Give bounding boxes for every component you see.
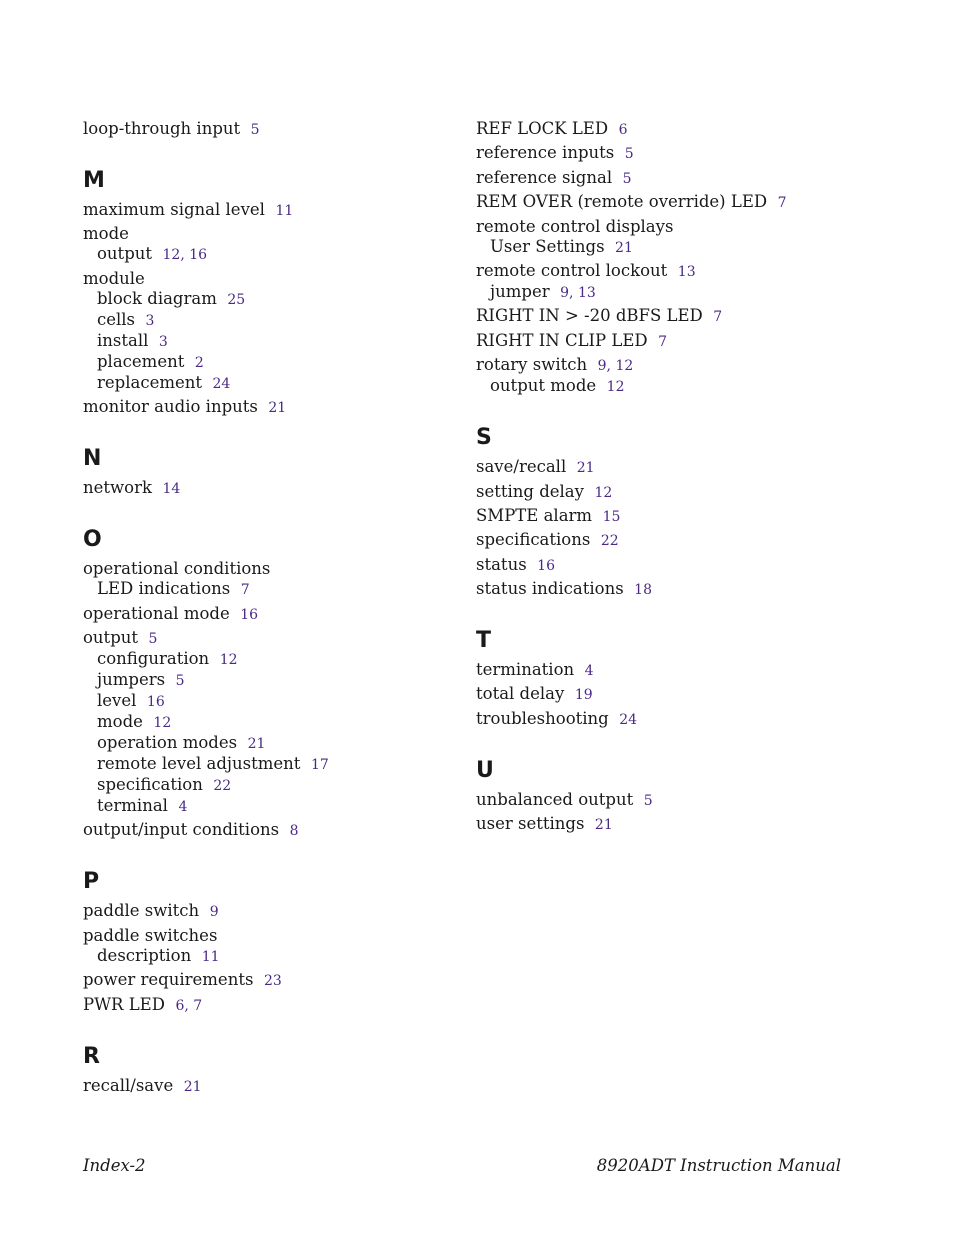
index-subentry [83,946,443,967]
page-link[interactable]: 14 [162,481,181,498]
index-entry-line [476,192,876,213]
page-link[interactable]: 5 [148,630,158,647]
index-entry-line [83,119,443,140]
index-subentry [83,733,443,754]
index-entry-line [83,559,443,579]
index-entry-user-settings [476,814,876,835]
index-term: network [83,478,152,498]
index-column-right [476,119,876,839]
index-entry-operational-conditions [83,559,443,600]
index-letter-heading: N [83,446,102,472]
page-link[interactable]: 7 [658,333,668,350]
index-letter-heading: T [476,628,492,654]
index-entry-rotary-switch [476,355,876,397]
index-subentry [83,310,443,331]
index-entry-line [83,604,443,625]
index-subentry [83,289,443,310]
index-subentry [476,282,876,303]
page-link[interactable]: 3 [158,333,168,350]
index-subentry [83,373,443,394]
index-entry-smpte-alarm [476,506,876,527]
index-entry-output-input-conditions [83,820,443,841]
index-term: user settings [476,814,585,834]
index-term: status indications [476,579,624,599]
index-subterm: level [97,690,137,710]
page-link[interactable]: 4 [178,798,188,815]
page-link[interactable]: 6 [175,997,185,1014]
page-link[interactable]: 21 [268,400,287,417]
index-entry-line [476,482,876,503]
index-entry-line [476,530,876,551]
index-entry-remote-control-displays [476,217,876,258]
page-link[interactable]: 18 [634,582,652,599]
index-subterm: mode [97,711,143,731]
index-entry-line [476,814,876,835]
index-subterm: jumper [490,281,550,301]
index-term: unbalanced output [476,789,634,809]
index-subentry [83,579,443,600]
page-link[interactable]: 17 [310,756,329,773]
index-entry-line [83,995,443,1016]
page-link[interactable]: 7 [777,195,787,212]
page-link[interactable]: 16 [537,557,555,574]
page-link[interactable]: 3 [145,312,155,329]
index-term: RIGHT IN CLIP LED [476,330,648,350]
page-link[interactable]: 12 [219,651,238,668]
page-link[interactable]: 5 [250,122,260,138]
index-entry-line [476,684,876,705]
index-entry-line [476,579,876,600]
page-link[interactable]: 9 [560,284,570,301]
index-subterm: output [97,244,153,264]
index-entry-termination [476,660,876,681]
index-entry-total-delay [476,684,876,705]
index-entry-loop-through-input [83,119,443,140]
index-entry-line [83,901,443,922]
page-link[interactable]: 7 [713,309,723,326]
index-entry-line [476,660,876,681]
index-subterm: User Settings [490,236,605,256]
index-term: power requirements [83,970,254,990]
index-entry-setting-delay [476,482,876,503]
index-entry-status-indications [476,579,876,600]
page-link[interactable]: 12 [606,379,625,396]
page-link[interactable]: 12 [594,484,613,501]
index-subterm: jumpers [97,669,166,689]
page-link[interactable]: 23 [263,973,282,990]
index-subterm: terminal [97,795,168,815]
page-link[interactable]: 21 [594,817,613,834]
index-term: output [83,627,139,647]
index-entry-line [83,200,443,221]
index-entry-monitor-audio-inputs [83,397,443,418]
index-subentry [476,376,876,397]
index-entry-network [83,478,443,499]
index-entry-right-in-clip-led [476,331,876,352]
index-entry-unbalanced-output [476,790,876,811]
index-term: monitor audio inputs [83,397,258,417]
index-term: total delay [476,684,565,704]
page-separator: , [184,997,194,1014]
page-link[interactable]: 16 [189,247,208,264]
index-letter-heading: O [83,527,102,553]
index-subterm: output mode [490,376,597,396]
page-link[interactable]: 13 [677,263,696,280]
index-term: setting delay [476,481,584,501]
index-term: paddle switch [83,901,200,921]
index-term: remote control displays [476,216,674,236]
page-link[interactable]: 9 [209,904,219,921]
page-link[interactable]: 11 [275,203,294,219]
index-subterm: operation modes [97,732,238,752]
index-entry-right-in-20-dbfs-led [476,306,876,327]
index-subterm: placement [97,351,185,371]
index-term: specifications [476,530,591,550]
index-entry-ref-lock-led [476,119,876,140]
index-entry-remote-control-lockout [476,261,876,303]
index-entry-maximum-signal-level [83,200,443,221]
index-entry-status [476,555,876,576]
index-entry-line [83,970,443,991]
page-link[interactable]: 16 [146,693,165,710]
index-subentry [83,352,443,373]
page-link[interactable]: 12 [162,247,181,264]
index-entry-paddle-switch [83,901,443,922]
index-subentry [83,754,443,775]
page-link[interactable]: 5 [175,672,185,689]
index-subentry [83,712,443,733]
index-subentry [476,237,876,258]
page-link[interactable]: 7 [193,997,203,1014]
index-entry-line [83,628,443,649]
index-entry-line [83,397,443,418]
index-entry-line [476,457,876,478]
index-entry-line [476,143,876,164]
index-entry-line [83,1076,443,1097]
index-subterm: replacement [97,372,203,392]
page-link[interactable]: 6 [618,122,628,138]
index-entry-power-requirements [83,970,443,991]
index-subentry [83,775,443,796]
index-letter-heading: M [83,168,105,193]
index-entry-save-recall [476,457,876,478]
page-link[interactable]: 11 [201,948,220,965]
index-term: rotary switch [476,355,588,375]
index-subterm: configuration [97,648,210,668]
index-term: termination [476,660,575,680]
index-term: reference inputs [476,143,615,163]
index-term: reference signal [476,167,613,187]
index-term: REF LOCK LED [476,119,609,138]
index-entry-reference-inputs [476,143,876,164]
index-entry-line [476,119,876,140]
index-term: RIGHT IN > -20 dBFS LED [476,306,703,326]
page-link[interactable]: 24 [619,711,638,728]
index-entry-pwr-led [83,995,443,1016]
index-subentry [83,796,443,817]
index-subterm: remote level adjustment [97,753,301,773]
index-letter-heading: R [83,1043,100,1069]
index-entry-line [476,261,876,282]
index-entry-line [476,555,876,576]
index-entry-line [83,926,443,946]
page-link[interactable]: 21 [576,460,595,477]
index-letter-heading: U [476,757,494,783]
index-term: PWR LED [83,994,165,1014]
index-entry-line [83,269,443,289]
index-term: remote control lockout [476,260,668,280]
page-link[interactable]: 22 [213,777,232,794]
index-term: mode [83,224,129,244]
index-term: SMPTE alarm [476,505,593,525]
page-link[interactable]: 25 [227,291,246,308]
page-link[interactable]: 5 [622,170,632,187]
index-subterm: block diagram [97,288,217,308]
index-subterm: specification [97,774,203,794]
index-term: REM OVER (remote override) LED [476,192,768,212]
index-entry-line [83,478,443,499]
index-entry-line [83,224,443,244]
index-entry-line [476,709,876,730]
page-link[interactable]: 24 [212,375,231,392]
index-entry-reference-signal [476,168,876,189]
page-separator: , [606,358,616,375]
index-entry-output [83,628,443,817]
page-link[interactable]: 21 [247,735,266,752]
index-entry-rem-over-remote-override-led [476,192,876,213]
page-link[interactable]: 16 [240,606,259,623]
index-letter-heading: S [476,425,492,451]
index-entry-line [476,168,876,189]
index-subentry [83,670,443,691]
index-entry-troubleshooting [476,709,876,730]
page-separator: , [180,247,190,264]
index-letter-heading: P [83,869,100,895]
page-link[interactable]: 5 [643,792,653,809]
page-link[interactable]: 13 [577,284,596,301]
index-subterm: LED indications [97,579,231,599]
index-term: status [476,554,527,574]
index-term: output/input conditions [83,820,280,840]
page-link[interactable]: 22 [600,533,619,550]
page-link[interactable]: 21 [183,1078,202,1095]
index-term: troubleshooting [476,708,609,728]
index-entry-line [476,790,876,811]
page-link[interactable]: 2 [194,354,204,371]
index-entry-recall-save [83,1076,443,1097]
index-entry-line [83,820,443,841]
index-entry-line [476,217,876,237]
index-term: maximum signal level [83,200,265,219]
index-term: loop-through input [83,119,241,138]
index-column-left [83,119,443,1100]
index-subentry [83,691,443,712]
index-entry-line [476,331,876,352]
index-entry-line [476,306,876,327]
index-entry-paddle-switches [83,926,443,967]
page-link[interactable]: 12 [153,714,172,731]
index-subterm: install [97,330,149,350]
page-link[interactable]: 9 [597,358,607,375]
index-entry-line [476,355,876,376]
index-subterm: description [97,945,192,965]
index-term: module [83,268,145,288]
footer-page-label: Index-2 [83,1156,146,1175]
index-subentry [83,649,443,670]
page-link[interactable]: 21 [615,239,633,256]
page-link[interactable]: 15 [602,508,621,525]
index-entry-mode [83,224,443,265]
page-link[interactable]: 7 [240,582,250,599]
index-term: recall/save [83,1075,174,1095]
footer-manual-title: 8920ADT Instruction Manual [596,1156,841,1175]
page-link[interactable]: 4 [584,663,594,680]
index-entry-operational-mode [83,604,443,625]
index-entry-line [476,506,876,527]
index-term: operational conditions [83,559,271,579]
index-term: operational mode [83,603,230,623]
index-subterm: cells [97,309,136,329]
index-entry-specifications [476,530,876,551]
page-separator: , [569,284,578,301]
index-subentry [83,331,443,352]
index-term: paddle switches [83,925,218,945]
page-link[interactable]: 19 [574,687,593,704]
page-link[interactable]: 8 [289,823,299,840]
index-term: save/recall [476,457,567,477]
index-subentry [83,244,443,265]
page-link[interactable]: 5 [624,146,634,163]
page-link[interactable]: 12 [615,358,634,375]
index-entry-module [83,269,443,394]
